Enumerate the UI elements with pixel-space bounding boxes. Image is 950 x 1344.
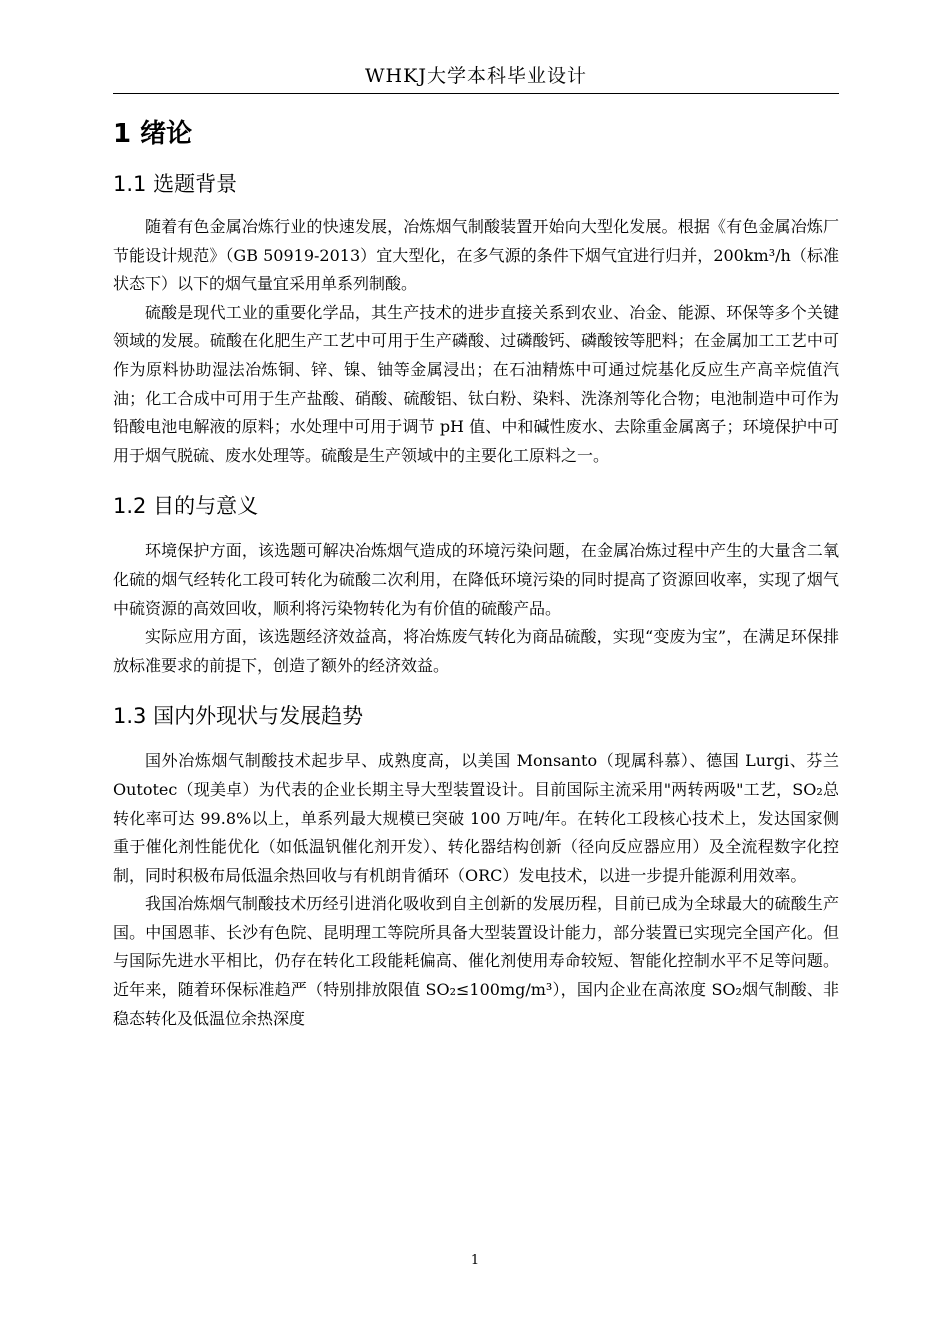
paragraph: 随着有色金属冶炼行业的快速发展，冶炼烟气制酸装置开始向大型化发展。根据《有色金属冶炼厂节能设计规范》（GB 50919-2013）宜大型化，在多气源的条件下烟气宜进行归并，200km³/h（标准状态下）以下的烟气量宜采用单系列制酸。 xyxy=(113,217,839,294)
page-header: WHKJ大学本科毕业设计 xyxy=(365,65,587,87)
paragraph: 国外冶炼烟气制酸技术起步早、成熟度高，以美国 Monsanto（现属科慕）、德国 Lurgi、芬兰 Outotec（现美卓）为代表的企业长期主导大型装置设计。目前国际主流采用"两转两吸"工艺，SO₂总转化率可达 99.8%以上，单系列最大规模已突破 100 万吨/年。在转化工段核心技术上，发达国家侧重于催化剂性能优化（如低温钒催化剂开发）、转化器结构创新（径向反应器应用）及全流程数字化控制，同时积极布局低温余热回收与有机朗肯循环（ORC）发电技术，以进一步提升能源利用效率。 xyxy=(113,751,839,885)
paragraph: 环境保护方面，该选题可解决冶炼烟气造成的环境污染问题，在金属冶炼过程中产生的大量含二氧化硫的烟气经转化工段可转化为硫酸二次利用，在降低环境污染的同时提高了资源回收率，实现了烟气中硫资源的高效回收，顺利将污染物转化为有价值的硫酸产品。 xyxy=(113,541,839,618)
paragraph: 实际应用方面，该选题经济效益高，将冶炼废气转化为商品硫酸，实现“变废为宝”，在满足环保排放标准要求的前提下，创造了额外的经济效益。 xyxy=(113,627,839,675)
page-number: 1 xyxy=(470,1253,480,1268)
document-body xyxy=(113,110,839,1033)
paragraph: 硫酸是现代工业的重要化学品，其生产技术的进步直接关系到农业、冶金、能源、环保等多个关键领域的发展。硫酸在化肥生产工艺中可用于生产磷酸、过磷酸钙、磷酸铵等肥料；在金属加工工艺中可作为原料协助湿法冶炼铜、锌、镍、铀等金属浸出；在石油精炼中可通过烷基化反应生产高辛烷值汽油；化工合成中可用于生产盐酸、硝酸、硫酸铝、钛白粉、染料、洗涤剂等化合物；电池制造中可作为铅酸电池电解液的原料；水处理中可用于调节 pH 值、中和碱性废水、去除重金属离子；环境保护中可用于烟气脱硫、废水处理等。硫酸是生产领域中的主要化工原料之一。 xyxy=(113,302,839,465)
paragraph: 我国冶炼烟气制酸技术历经引进消化吸收到自主创新的发展历程，目前已成为全球最大的硫酸生产国。中国恩菲、长沙有色院、昆明理工等院所具备大型装置设计能力，部分装置已实现完全国产化。但与国际先进水平相比，仍存在转化工段能耗偏高、催化剂使用寿命较短、智能化控制水平不足等问题。近年来，随着环保标准趋严（特别排放限值 SO₂≤100mg/m³），国内企业在高浓度 SO₂烟气制酸、非稳态转化及低温位余热深度 xyxy=(113,894,839,1028)
section-title-purpose: 1.2 目的与意义 xyxy=(113,494,259,519)
header-divider xyxy=(113,93,839,94)
section-title-background: 1.1 选题背景 xyxy=(113,172,238,196)
section-title-status: 1.3 国内外现状与发展趋势 xyxy=(113,704,364,729)
chapter-title: 1 绪论 xyxy=(113,119,193,149)
